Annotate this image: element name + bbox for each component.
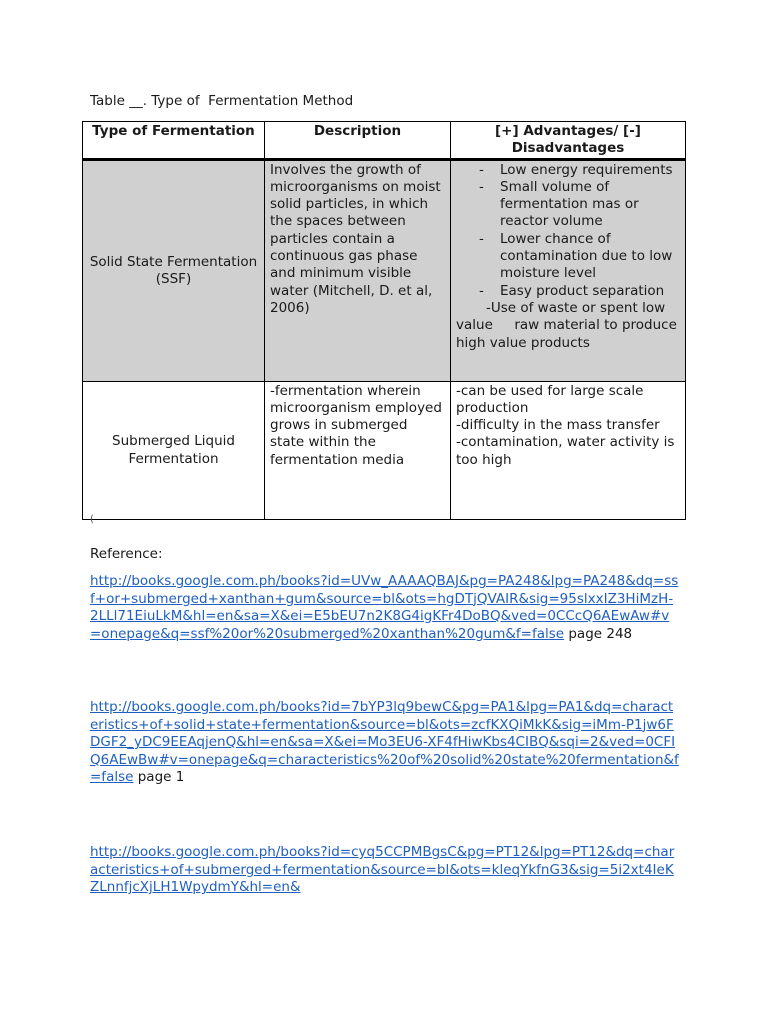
reference-link[interactable]: http://books.google.com.ph/books?id=UVw_AAAAQBAJ&pg=PA248&lpg=PA248&dq=ssf+or+submerged+xanthan+gum&source=bl&ots=hgDTjQVAIR&sig=95slxxIZ3HiMzH-2LLl71EiuLkM&hl=en&sa=X&ei=E5bEU7n2K8G4igKFr4DoBQ&ved=0CCcQ6AEwAw#v=onepage&q=ssf%20or%20submerged%20xanthan%20gum&f=false [90, 573, 679, 642]
advantage-item: - Small volume of fermentation mas or reactor volume [456, 179, 680, 231]
cell-advantages-ssf [451, 159, 686, 381]
reference-entry [90, 844, 680, 897]
advantage-tail-ssf [456, 300, 680, 352]
advantages-list-ssf [456, 162, 680, 300]
stray-mark: ( [90, 514, 94, 525]
header-advantages: [+] Advantages/ [-] Disadvantages [451, 122, 686, 160]
table-row-ssf [83, 159, 686, 381]
reference-entry [90, 699, 680, 787]
advantage-item: - Low energy requirements [456, 162, 680, 179]
reference-page: page 1 [133, 769, 185, 786]
cell-type-ssf: Solid State Fermentation (SSF) [83, 159, 265, 381]
reference-link[interactable]: http://books.google.com.ph/books?id=7bYP3lq9bewC&pg=PA1&lpg=PA1&dq=characteristics+of+solid+state+fermentation&source=bl&ots=zcfKXQiMkK&sig=iMm-P1jw6FDGF2_yDC9EEAqjenQ&hl=en&sa=X&ei=Mo3EU6-XF4fHiwKbs4CIBQ&sqi=2&ved=0CFIQ6AEwBw#v=onepage&q=characteristics%20of%20solid%20state%20fermentation&f=false [90, 699, 679, 786]
table-caption: Table __. Type of Fermentation Method [90, 93, 354, 109]
cell-type-submerged: Submerged Liquid Fermentation [83, 381, 265, 519]
reference-page: page 248 [564, 625, 633, 642]
reference-label: Reference: [90, 546, 163, 562]
advantage-item: - Easy product separation [456, 283, 680, 300]
table-header-row [83, 122, 686, 160]
table-row-submerged [83, 381, 686, 519]
cell-description-submerged: -fermentation wherein microorganism employed grows in submerged state within the fermentation media [265, 381, 451, 519]
reference-link[interactable]: http://books.google.com.ph/books?id=cyq5CCPMBgsC&pg=PT12&lpg=PT12&dq=characteristics+of+submerged+fermentation&source=bl&ots=kleqYkfnG3&sig=5i2xt4IeKZLnnfjcXjLH1WpydmY&hl=en& [90, 844, 675, 896]
fermentation-table [82, 121, 686, 520]
header-description: Description [265, 122, 451, 160]
advantage-item: - Lower chance of contamination due to low moisture level [456, 231, 680, 283]
header-type: Type of Fermentation [83, 122, 265, 160]
advantage-tail-text: -Use of waste or spent low value raw material to produce high value products [456, 299, 682, 351]
reference-entry [90, 573, 680, 643]
cell-description-ssf: Involves the growth of microorganisms on moist solid particles, in which the spaces between particles contain a continuous gas phase and minimum visible water (Mitchell, D. et al, 2006) [265, 159, 451, 381]
cell-advantages-submerged: -can be used for large scale production -difficulty in the mass transfer -contamination, water activity is too high [451, 381, 686, 519]
